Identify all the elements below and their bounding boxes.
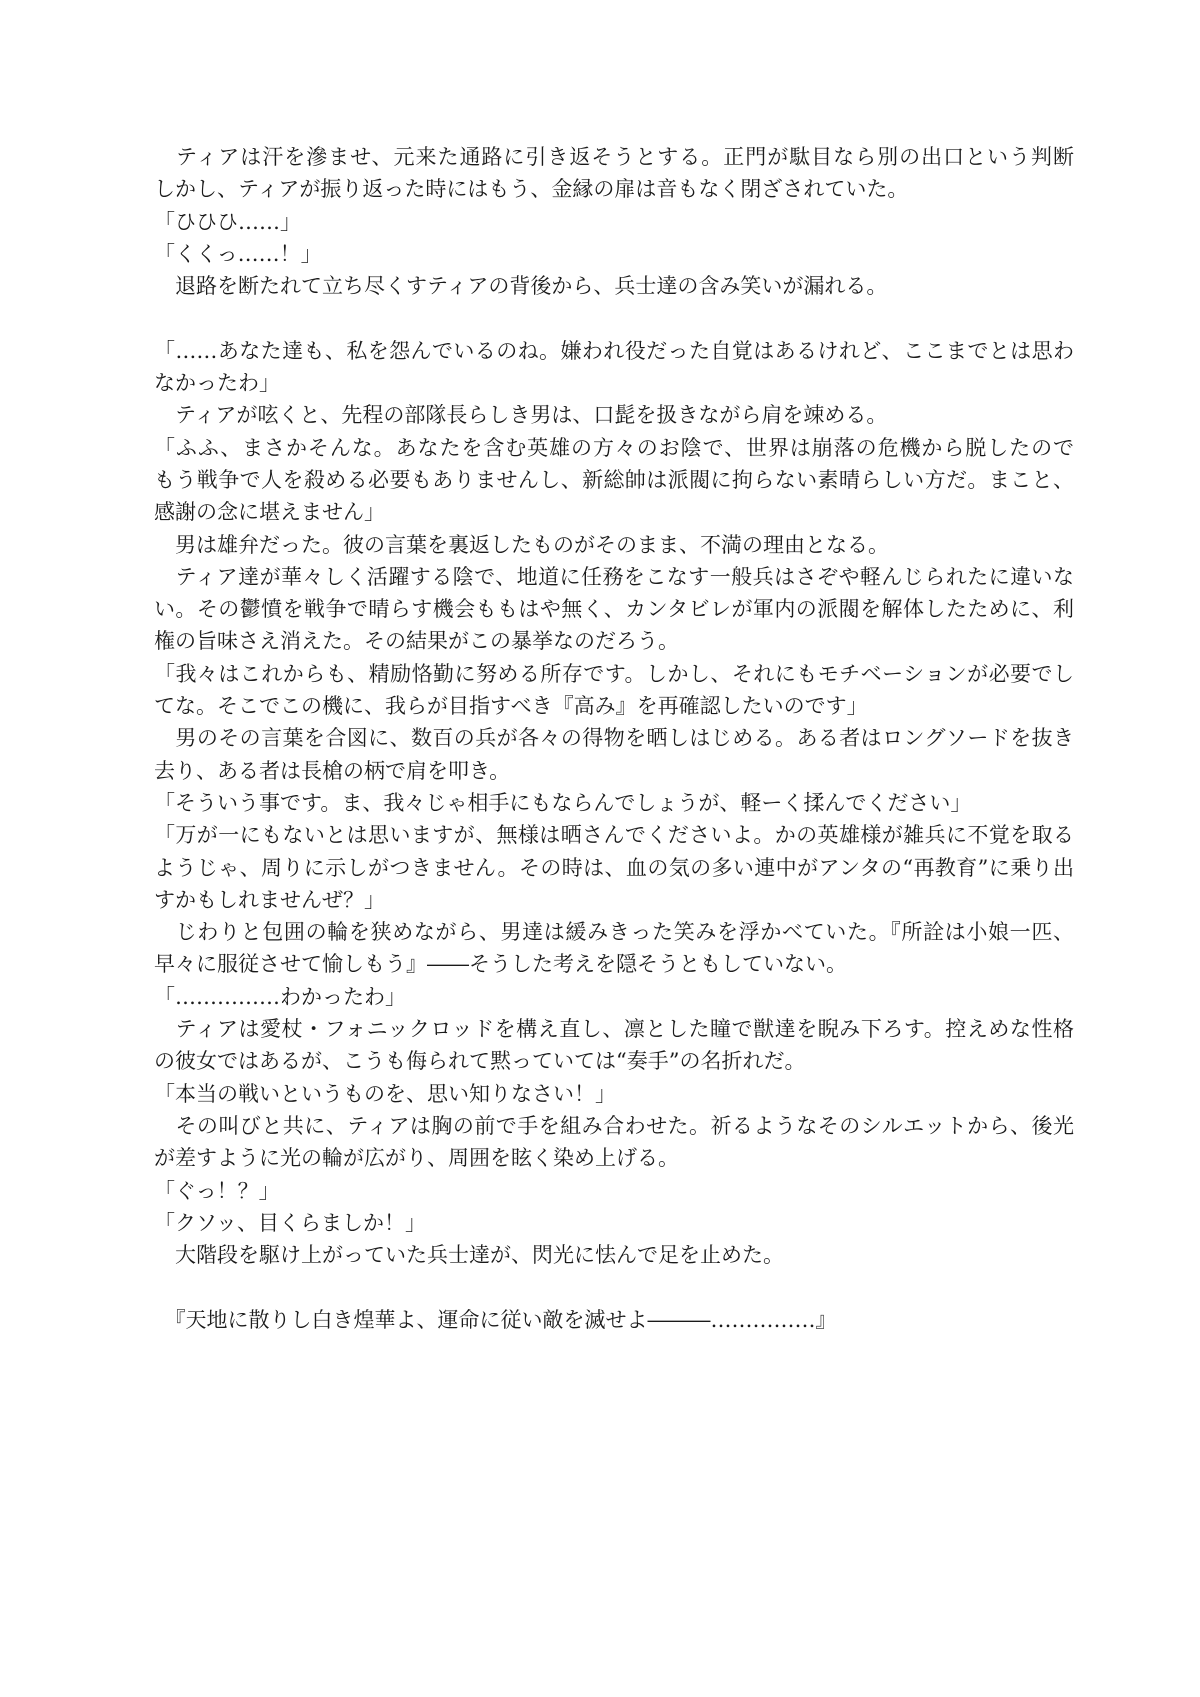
text-line: てな。そこでこの機に、我らが目指すべき『高み』を再確認したいのです」 (154, 694, 868, 719)
text-line: しかし、ティアが振り返った時にはもう、金縁の扉は音もなく閉ざされていた。 (154, 177, 909, 202)
text-line: 「ふふ、まさかそんな。あなたを含む英雄の方々のお陰で、世界は崩落の危機から脱したので (154, 435, 1074, 460)
text-line: 権の旨味さえ消えた。その結果がこの暴挙なのだろう。 (154, 629, 679, 654)
novel-text-body (154, 141, 1074, 1336)
text-line: ようじゃ、周りに示しがつきません。その時は、血の気の多い連中がアンタの“再教育”に乗り出 (154, 855, 1074, 880)
blank-line (154, 302, 1074, 334)
text-line: ティア達が華々しく活躍する陰で、地道に任務をこなす一般兵はさぞや軽んじられたに違いな (154, 564, 1074, 589)
text-line: 「ひひひ……」 (154, 209, 301, 234)
text-line: その叫びと共に、ティアは胸の前で手を組み合わせた。祈るようなそのシルエットから、後光 (154, 1113, 1074, 1138)
text-line: 『天地に散りし白き煌華よ、運命に従い敵を滅せよ―――……………』 (154, 1307, 837, 1332)
text-line: 「我々はこれからも、精励恪勤に努める所存です。しかし、それにもモチベーションが必要でし (154, 661, 1074, 686)
text-line: の彼女ではあるが、こうも侮られて黙っていては“奏手”の名折れだ。 (154, 1049, 806, 1074)
text-line: 男のその言葉を合図に、数百の兵が各々の得物を晒しはじめる。ある者はロングソードを抜き (154, 726, 1074, 751)
text-line: 「そういう事です。ま、我々じゃ相手にもならんでしょうが、軽ーく揉んでください」 (154, 790, 972, 815)
blank-line (154, 1271, 1074, 1303)
text-line: 退路を断たれて立ち尽くすティアの背後から、兵士達の含み笑いが漏れる。 (154, 274, 888, 299)
text-line: 去り、ある者は長槍の柄で肩を叩き。 (154, 758, 511, 783)
text-line: 「クソッ、目くらましか！」 (154, 1210, 426, 1235)
text-line: 「くくっ……！」 (154, 241, 322, 266)
text-line: 「本当の戦いというものを、思い知りなさい！」 (154, 1081, 616, 1106)
text-line: 早々に服従させて愉しもう』――そうした考えを隠そうともしていない。 (154, 952, 847, 977)
text-line: 「……………わかったわ」 (154, 984, 406, 1009)
text-line: 「万が一にもないとは思いますが、無様は晒さんでくださいよ。かの英雄様が雑兵に不覚を取る (154, 823, 1074, 848)
text-line: すかもしれませんぜ？」 (154, 887, 385, 912)
text-line: じわりと包囲の輪を狭めながら、男達は緩みきった笑みを浮かべていた。『所詮は小娘一匹、 (154, 920, 1074, 945)
text-line: ティアが呟くと、先程の部隊長らしき男は、口髭を扱きながら肩を竦める。 (154, 403, 888, 428)
text-line: が差すように光の輪が広がり、周囲を眩く染め上げる。 (154, 1146, 679, 1171)
text-line: もう戦争で人を殺める必要もありませんし、新総帥は派閥に拘らない素晴らしい方だ。まこと、 (154, 467, 1074, 492)
text-line: 「……あなた達も、私を怨んでいるのね。嫌われ役だった自覚はあるけれど、ここまでとは思わ (154, 338, 1074, 363)
text-line: なかったわ」 (154, 371, 280, 396)
text-line: ティアは愛杖・フォニックロッドを構え直し、凛とした瞳で獣達を睨み下ろす。控えめな性格 (154, 1017, 1074, 1042)
text-line: 感謝の念に堪えません」 (154, 500, 385, 525)
text-line: い。その鬱憤を戦争で晴らす機会ももはや無く、カンタビレが軍内の派閥を解体したために、利 (154, 597, 1074, 622)
text-line: 「ぐっ！？」 (154, 1178, 280, 1203)
text-line: 大階段を駆け上がっていた兵士達が、閃光に怯んで足を止めた。 (154, 1243, 784, 1268)
text-line: 男は雄弁だった。彼の言葉を裏返したものがそのまま、不満の理由となる。 (154, 532, 889, 557)
text-line: ティアは汗を滲ませ、元来た通路に引き返そうとする。正門が駄目なら別の出口という判断 (175, 145, 1074, 169)
